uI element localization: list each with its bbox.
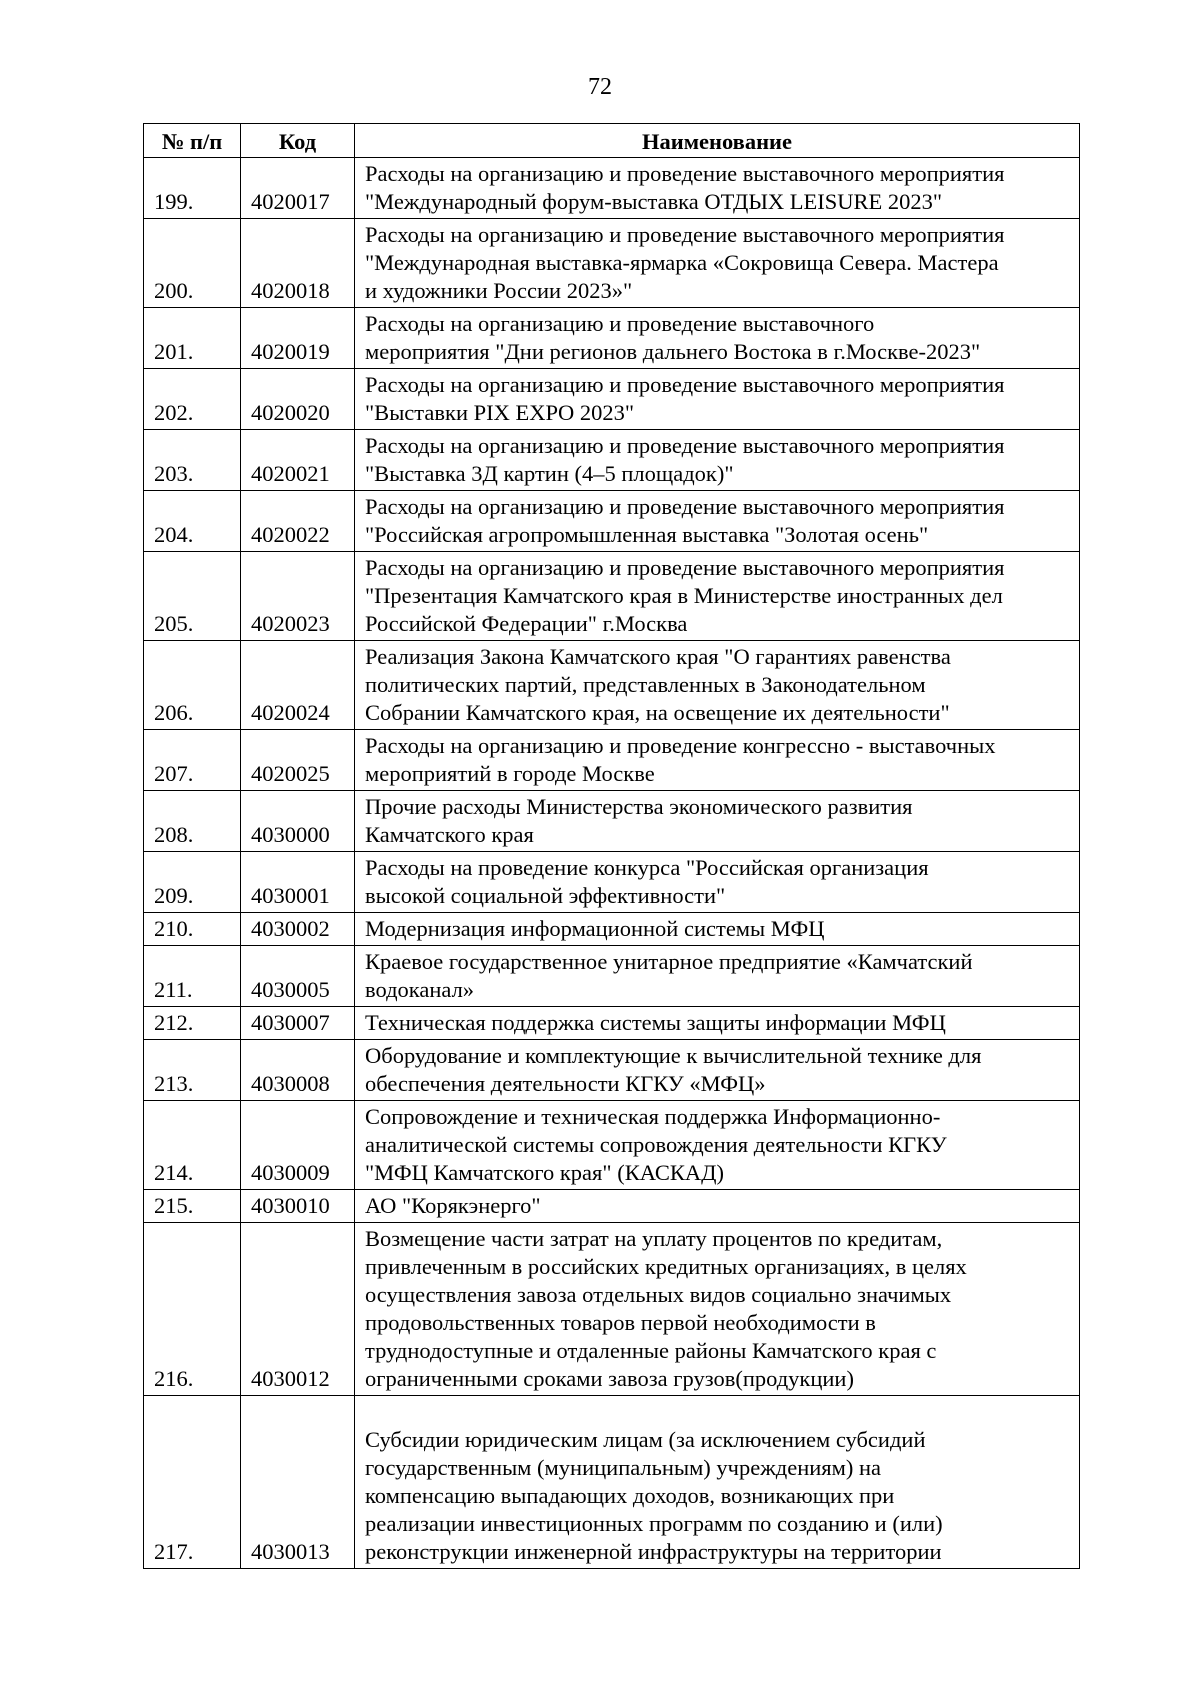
row-code: 4030005 <box>241 946 355 1007</box>
table-body <box>144 158 1080 1569</box>
table-row <box>144 791 1080 852</box>
row-name: Техническая поддержка системы защиты информации МФЦ <box>355 1007 1080 1040</box>
table-row <box>144 158 1080 219</box>
row-number: 202. <box>144 369 241 430</box>
row-code: 4030000 <box>241 791 355 852</box>
row-code: 4030012 <box>241 1223 355 1396</box>
row-code: 4030007 <box>241 1007 355 1040</box>
row-code: 4030013 <box>241 1396 355 1569</box>
row-number: 207. <box>144 730 241 791</box>
row-name: Краевое государственное унитарное предприятие «Камчатский водоканал» <box>355 946 1080 1007</box>
row-code: 4020017 <box>241 158 355 219</box>
row-code: 4020018 <box>241 219 355 308</box>
row-code: 4030002 <box>241 913 355 946</box>
table-row <box>144 308 1080 369</box>
table-row <box>144 946 1080 1007</box>
row-code: 4020023 <box>241 552 355 641</box>
row-name: Расходы на организацию и проведение выставочного мероприятия "Выставка 3Д картин (4–5 площадок)" <box>355 430 1080 491</box>
row-name: Субсидии юридическим лицам (за исключением субсидий государственным (муниципальным) учреждениям) на компенсацию выпадающих доходов, возникающих при реализации инвестиционных программ по созданию и (или) реконструкции инженерной инфраструктуры на территории <box>355 1396 1080 1569</box>
table-row <box>144 1007 1080 1040</box>
row-name: Расходы на организацию и проведение выставочного мероприятия "Дни регионов дальнего Востока в г.Москве-2023" <box>355 308 1080 369</box>
row-code: 4020025 <box>241 730 355 791</box>
row-number: 211. <box>144 946 241 1007</box>
table-row <box>144 730 1080 791</box>
row-number: 205. <box>144 552 241 641</box>
row-number: 199. <box>144 158 241 219</box>
row-number: 208. <box>144 791 241 852</box>
row-name: АО "Корякэнерго" <box>355 1190 1080 1223</box>
row-name: Возмещение части затрат на уплату процентов по кредитам, привлеченным в российских кредитных организациях, в целях осуществления завоза отдельных видов социально значимых продовольственных товаров первой необходимости в труднодоступные и отдаленные районы Камчатского края с ограниченными сроками завоза грузов(продукции) <box>355 1223 1080 1396</box>
row-name: Расходы на организацию и проведение выставочного мероприятия "Презентация Камчатского края в Министерстве иностранных дел Российской Федерации" г.Москва <box>355 552 1080 641</box>
table-row <box>144 1101 1080 1190</box>
table-row <box>144 852 1080 913</box>
page-number: 72 <box>588 74 612 100</box>
table-row <box>144 913 1080 946</box>
table-row <box>144 1190 1080 1223</box>
table-row <box>144 1396 1080 1569</box>
row-code: 4020019 <box>241 308 355 369</box>
table-row <box>144 369 1080 430</box>
table-row <box>144 552 1080 641</box>
row-number: 212. <box>144 1007 241 1040</box>
row-code: 4030008 <box>241 1040 355 1101</box>
table-row <box>144 219 1080 308</box>
row-name: Расходы на организацию и проведение выставочного мероприятия "Международный форум-выставка ОТДЫХ LEISURE 2023" <box>355 158 1080 219</box>
row-number: 204. <box>144 491 241 552</box>
header-name: Наименование <box>355 124 1080 158</box>
row-code: 4030001 <box>241 852 355 913</box>
row-number: 203. <box>144 430 241 491</box>
row-code: 4030009 <box>241 1101 355 1190</box>
row-code: 4020021 <box>241 430 355 491</box>
row-code: 4020022 <box>241 491 355 552</box>
row-number: 216. <box>144 1223 241 1396</box>
row-number: 217. <box>144 1396 241 1569</box>
table-row <box>144 430 1080 491</box>
table-row <box>144 491 1080 552</box>
row-name: Расходы на организацию и проведение выставочного мероприятия "Выставки PIX EXPO 2023" <box>355 369 1080 430</box>
row-number: 201. <box>144 308 241 369</box>
table-row <box>144 1223 1080 1396</box>
row-number: 210. <box>144 913 241 946</box>
row-code: 4030010 <box>241 1190 355 1223</box>
row-number: 215. <box>144 1190 241 1223</box>
table-row <box>144 641 1080 730</box>
table-row <box>144 1040 1080 1101</box>
row-name: Расходы на организацию и проведение выставочного мероприятия "Международная выставка-ярмарка «Сокровища Севера. Мастера и художники России 2023»" <box>355 219 1080 308</box>
row-number: 209. <box>144 852 241 913</box>
row-name: Расходы на проведение конкурса "Российская организация высокой социальной эффективности" <box>355 852 1080 913</box>
row-number: 200. <box>144 219 241 308</box>
row-code: 4020024 <box>241 641 355 730</box>
row-number: 213. <box>144 1040 241 1101</box>
row-name: Расходы на организацию и проведение выставочного мероприятия "Российская агропромышленная выставка "Золотая осень" <box>355 491 1080 552</box>
row-name: Прочие расходы Министерства экономического развития Камчатского края <box>355 791 1080 852</box>
row-name: Расходы на организацию и проведение конгрессно - выставочных мероприятий в городе Москве <box>355 730 1080 791</box>
budget-code-table <box>143 123 1080 1569</box>
header-code: Код <box>241 124 355 158</box>
row-name: Сопровождение и техническая поддержка Информационно- аналитической системы сопровождения деятельности КГКУ "МФЦ Камчатского края" (КАСКАД) <box>355 1101 1080 1190</box>
header-number: № п/п <box>144 124 241 158</box>
table-header-row <box>144 124 1080 158</box>
row-name: Реализация Закона Камчатского края "О гарантиях равенства политических партий, представленных в Законодательном Собрании Камчатского края, на освещение их деятельности" <box>355 641 1080 730</box>
row-code: 4020020 <box>241 369 355 430</box>
row-name: Оборудование и комплектующие к вычислительной технике для обеспечения деятельности КГКУ «МФЦ» <box>355 1040 1080 1101</box>
row-number: 206. <box>144 641 241 730</box>
row-number: 214. <box>144 1101 241 1190</box>
row-name: Модернизация информационной системы МФЦ <box>355 913 1080 946</box>
